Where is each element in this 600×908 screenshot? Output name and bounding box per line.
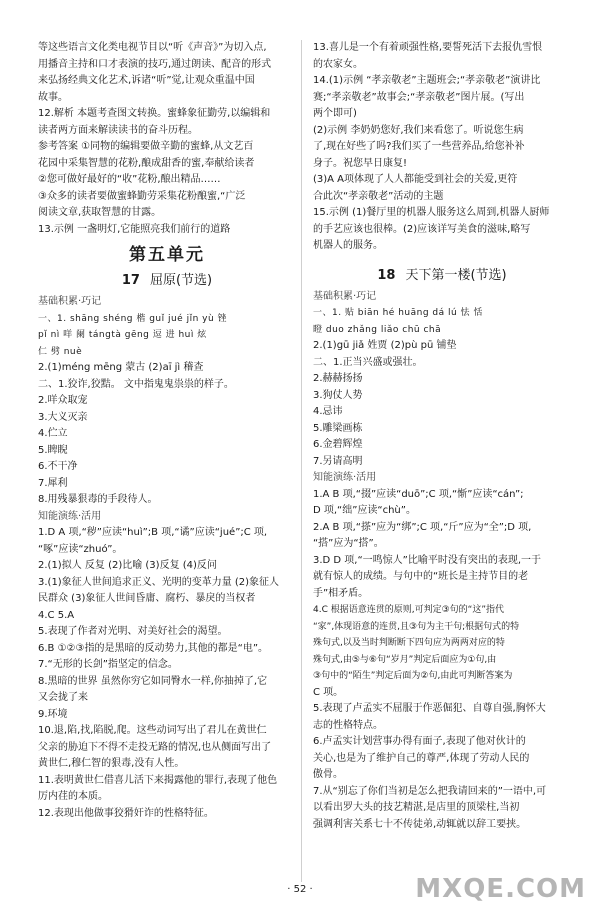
watermark-logo: MXQE.COM (415, 874, 586, 904)
left-column (38, 40, 296, 822)
text-line: 就有惊人的成绩。与句中的“班长是主持节目的老 (313, 571, 529, 582)
text-line: 手”相矛盾。 (313, 587, 369, 599)
text-line: 二、1.正当兴盛或强壮。 (313, 356, 423, 368)
text-line: 11.表明黄世仁借喜儿活下来揭露他的罪行,表现了他色 (38, 774, 278, 786)
text-line: 4.忌讳 (313, 406, 343, 417)
text-line: 4.C 根据语意连贯的原则,可判定③句的“这”指代 (313, 605, 504, 615)
text-line: 5.表现了作者对光明、对美好社会的渴望。 (38, 626, 228, 637)
text-line: 的农家女。 (313, 58, 363, 70)
text-line: 3.D D 项,“一鸣惊人”比喻平时没有突出的表现,一于 (313, 554, 542, 566)
section-label-skill: 知能演练·活用 (313, 472, 377, 483)
text-line: 参考答案 ①同物的编辑要做辛勤的蜜蜂,从文艺百 (38, 141, 254, 152)
right-top-block (313, 40, 571, 255)
text-line: 14.(1)示例 “孝亲敬老”主题班会;“孝亲敬老”演讲比 (313, 75, 541, 86)
text-line: 6.卢孟实计划营事办得有面子,表现了他对伙计的 (313, 736, 526, 747)
text-line: ③句中的“陌生”判定后面为②句,由此可判断答案为 (313, 671, 513, 681)
text-line: 傲骨。 (313, 769, 343, 780)
text-line: 2.赫赫扬扬 (313, 373, 363, 384)
text-line: 5.睥睨 (38, 444, 68, 456)
text-line: pǐ nì 咩 阑 tángtà gēng 逗 进 huì 炫 (38, 330, 207, 340)
text-line: 13.示例 一盏明灯,它能照亮我们前行的道路 (38, 223, 231, 235)
right-column (313, 40, 571, 833)
text-line: ③众多的读者要做蜜蜂勤劳采集花粉酿蜜,“广泛 (38, 190, 246, 202)
text-line: 9.环境 (38, 708, 68, 720)
text-line: 15.示例 (1)餐厅里的机器人服务这么周到,机器人厨师 (313, 207, 550, 218)
text-line: 花园中采集智慧的花粉,酿成甜香的蜜,奉献给读者 (38, 157, 255, 169)
lesson-title: 屈原(节选) (149, 273, 213, 288)
text-line: 仁 劈 nuè (38, 346, 83, 357)
text-line: 12.表现出他做事狡猾奸诈的性格特征。 (38, 807, 214, 819)
text-line: 赛;“孝亲敬老”故事会;“孝亲敬老”图片展。(写出 (313, 91, 525, 103)
section-label-skill: 知能演练·活用 (38, 510, 102, 522)
text-line: 又会拢了来 (38, 692, 88, 703)
text-line: 4.伫立 (38, 428, 68, 439)
text-line: (3)A A项体现了人人都能受到社会的关爱,更符 (313, 174, 518, 185)
text-line: 5.表现了卢孟实不屈服于作恶倔犯、自尊自强,胸怀大 (313, 703, 546, 714)
text-line: 10.退,陷,找,陷脱,爬。这些动词写出了君儿在黄世仁 (38, 725, 267, 736)
column-divider (301, 40, 302, 882)
text-line: 2.A B 项,“搽”应为“绑”;C 项,“斤”应为“全”;D 项, (313, 521, 532, 533)
text-line: 7.“无形的长剑”指坚定的信念。 (38, 659, 178, 670)
text-line: 一、1. 贴 biān hé huāng dá lú 怯 恬 (313, 308, 483, 318)
text-line: 读者两方面来解读读书的奋斗历程。 (38, 124, 198, 136)
lesson-number: 18 (377, 267, 396, 283)
text-line: “家”,体现语意的连贯,且③句为主干句;根据句式的特 (313, 621, 520, 632)
text-line: 了,现在好些了吗?我们买了一些营养品,给您补补 (313, 141, 525, 152)
left-top-block (38, 40, 296, 238)
text-line: 6.B ①②③指的是黑暗的反动势力,其他的都是“电”。 (38, 642, 269, 654)
text-line: 的手艺应该也很棒。(2)应该详写美食的滋味,略写 (313, 223, 531, 235)
section-label-basic: 基础积累·巧记 (38, 296, 102, 307)
lesson-17-skill-answers (38, 525, 296, 822)
text-line: 7.从“别忘了你们当初是怎么把我请回来的”一语中,可 (313, 785, 547, 797)
text-line: 1.D A 项,“秽”应读“huì”;B 项,“谲”应读“jué”;C 项, (38, 527, 268, 538)
text-line: (2)示例 李奶奶您好,我们来看您了。听说您生病 (313, 124, 524, 136)
text-line: 殊句式,由⑤与⑥句“岁月”判定后面应为①句,由 (313, 654, 497, 665)
text-line: 阅读文章,获取智慧的甘露。 (38, 207, 162, 218)
text-line: 关心,也是为了维护自己的尊严,体现了劳动人民的 (313, 752, 530, 764)
text-line: 一、1. shāng shéng 楷 guǐ jué jǐn yù 锉 (38, 313, 228, 324)
text-line: 来弘扬经典文化艺术,诉诸“听”觉,让观众重温中国 (38, 75, 255, 86)
text-line: 父亲的胁迫下不得不走投无路的情况,也从侧面写出了 (38, 741, 272, 753)
text-line: 以看出罗大头的技艺精湛,是店里的顶梁柱,当初 (313, 802, 520, 813)
text-line: 1.A B 项,“掇”应读“duō”;C 项,“惭”应读“cán”; (313, 488, 524, 500)
unit-title: 第五单元 (129, 245, 205, 265)
text-line: 黄世仁,穆仁智的狠毒,没有人性。 (38, 758, 185, 769)
text-line: 故事。 (38, 91, 68, 103)
text-line: 12.解析 本题考查图文转换。蜜蜂象征勤劳,以编辑和 (38, 108, 271, 119)
text-line: 6.金碧辉煌 (313, 439, 363, 450)
text-line: 2.咩众取宠 (38, 395, 88, 406)
text-line: 殊句式,以及当时判断断下四句应为两两对应的特 (313, 638, 505, 648)
text-line: 民群众 (3)象征人世间昏庸、腐朽、暴戾的当权者 (38, 593, 256, 604)
text-line: 瞪 duo zhǎng liǎo chū chā (313, 324, 442, 335)
text-line: 3.狗仗人势 (313, 389, 363, 401)
lesson-title: 天下第一楼(节选) (405, 267, 507, 283)
text-line: “搭”应为“搭”。 (313, 538, 384, 549)
section-label-basic: 基础积累·巧记 (313, 290, 377, 302)
text-line: 2.(1)拟人 反复 (2)比喻 (3)反复 (4)反问 (38, 560, 217, 571)
text-line: C 项。 (313, 686, 344, 698)
text-line: 3.大义灭亲 (38, 411, 88, 423)
page-number: · 52 · (287, 884, 313, 895)
text-line: 志的性格特点。 (313, 719, 383, 731)
text-line: 厉内荏的本质。 (38, 791, 108, 802)
lesson-18-heading (313, 265, 571, 287)
text-line: 等这些语言文化类电视节目以“听《声音》”为切入点, (38, 42, 267, 53)
lesson-number: 17 (121, 273, 140, 288)
text-line: 8.黑暗的世界 虽然你穷它如同臀水一样,你抽掉了,它 (38, 675, 268, 687)
text-line: 机器人的服务。 (313, 240, 383, 251)
text-line: 2.(1)gū jiǎ 姓贾 (2)pù pū 铺垫 (313, 340, 457, 351)
text-line: 4.C 5.A (38, 609, 75, 621)
text-line: 合此次“孝亲敬老”活动的主题 (313, 190, 444, 202)
text-line: 8.用残暴狠毒的手段待人。 (38, 494, 158, 505)
text-line: 7.犀利 (38, 477, 68, 489)
text-line: 二、1.狡诈,狡黠。 文中指鬼鬼祟祟的样子。 (38, 378, 234, 390)
text-line: 2.(1)méng mēng 蒙古 (2)aī jì 稽查 (38, 362, 204, 373)
text-line: ②您可做好最好的“收”花粉,酿出精品…… (38, 174, 221, 185)
text-line: 身子。祝您早日康复! (313, 157, 408, 169)
lesson-18-skill-answers (313, 487, 571, 834)
text-line: 6.不干净 (38, 461, 78, 472)
lesson-18-basic-answers (313, 305, 571, 470)
lesson-17-basic-answers (38, 311, 296, 509)
text-line: 7.另请高明 (313, 455, 363, 467)
text-line: 强调利害关系七十不传徒弟,动辄就以辞工要挟。 (313, 818, 527, 830)
text-line: 3.(1)象征人世间追求正义、光明的变革力量 (2)象征人 (38, 576, 280, 588)
text-line: 两个即可) (313, 108, 357, 119)
text-line: D 项,“绌”应读“chù”。 (313, 505, 416, 516)
text-line: “啄”应读“zhuó”。 (38, 543, 123, 555)
text-line: 用播音主持和口才表演的技巧,通过朗读、配音的形式 (38, 58, 272, 70)
lesson-17-heading (38, 270, 296, 292)
text-line: 5.雕梁画栋 (313, 422, 363, 434)
text-line: 13.喜儿是一个有着顽强性格,要誓死活下去报仇雪恨 (313, 42, 543, 53)
